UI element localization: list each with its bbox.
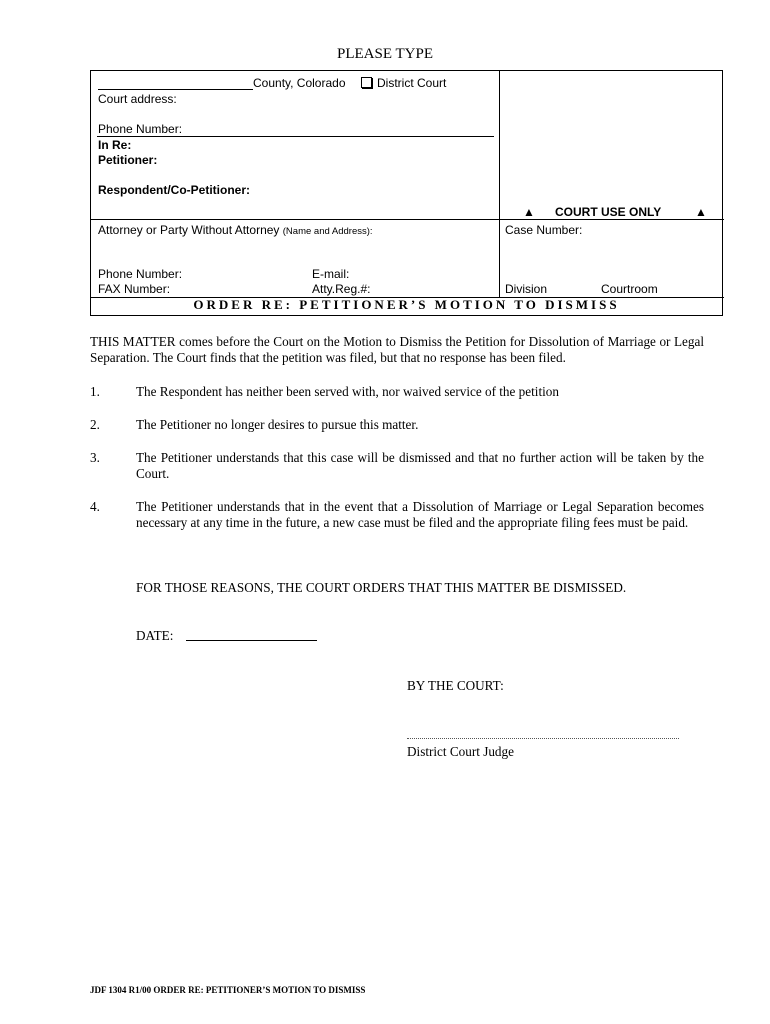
checkbox-icon[interactable]: [361, 77, 372, 88]
order-statement: FOR THOSE REASONS, THE COURT ORDERS THAT THIS MATTER BE DISMISSED.: [136, 580, 627, 595]
item-text: The Petitioner no longer desires to pursue this matter.: [136, 417, 419, 432]
by-the-court-label: BY THE COURT:: [407, 678, 504, 693]
district-court-label: District Court: [377, 76, 447, 90]
item-text: The Petitioner understands that in the event that a Dissolution of Marriage or Legal Separation becomes necessary at any time in the future, a new case must be filed and the appropriate filing fees must be paid.: [136, 499, 704, 530]
courtroom-label: Courtroom: [601, 282, 658, 296]
item-text: The Respondent has neither been served with, nor waived service of the petition: [136, 384, 559, 399]
court-address-label: Court address:: [98, 92, 177, 106]
item-number: 3.: [90, 450, 100, 465]
phone-number-label: Phone Number:: [98, 122, 183, 136]
date-line[interactable]: [186, 640, 317, 641]
attorney-label: Attorney or Party Without Attorney: [98, 223, 280, 237]
intro-paragraph: THIS MATTER comes before the Court on the Motion to Dismiss the Petition for Dissolution of Marriage or Legal Separation. The Court finds that the petition was filed, but that no response has been filed.: [90, 334, 704, 365]
caption-box: [90, 70, 723, 316]
petitioner-label: Petitioner:: [98, 153, 158, 167]
case-number-label: Case Number:: [505, 223, 583, 237]
atty-reg-label: Atty.Reg.#:: [312, 282, 371, 296]
county-field: [98, 76, 346, 90]
county-label: County, Colorado: [253, 76, 346, 90]
attorney-field: [98, 223, 373, 237]
triangle-up-icon: ▲: [523, 205, 535, 219]
item-number: 2.: [90, 417, 100, 432]
item-text: The Petitioner understands that this case will be dismissed and that no further action will be taken by the Court.: [136, 450, 704, 481]
court-use-only-label: COURT USE ONLY: [555, 205, 662, 219]
division-label: Division: [505, 282, 548, 296]
email-label: E-mail:: [312, 267, 350, 281]
judge-label: District Court Judge: [407, 744, 514, 759]
district-court-option[interactable]: [361, 76, 446, 90]
item-number: 4.: [90, 499, 100, 514]
item-number: 1.: [90, 384, 100, 399]
atty-phone-label: Phone Number:: [98, 267, 183, 281]
fax-label: FAX Number:: [98, 282, 171, 296]
signature-line[interactable]: [407, 738, 679, 739]
attorney-note: (Name and Address):: [282, 226, 373, 237]
triangle-up-icon: ▲: [695, 205, 707, 219]
date-label: DATE:: [136, 628, 174, 643]
in-re-label: In Re:: [98, 138, 132, 152]
footer-form-id: JDF 1304 R1/00 ORDER RE: PETITIONER’S MOTION TO DISMISS: [90, 985, 366, 995]
document-title: ORDER RE: PETITIONER’S MOTION TO DISMISS: [193, 297, 620, 312]
county-blank[interactable]: [98, 77, 253, 90]
please-type-heading: PLEASE TYPE: [337, 46, 433, 62]
respondent-label: Respondent/Co-Petitioner:: [98, 183, 250, 197]
